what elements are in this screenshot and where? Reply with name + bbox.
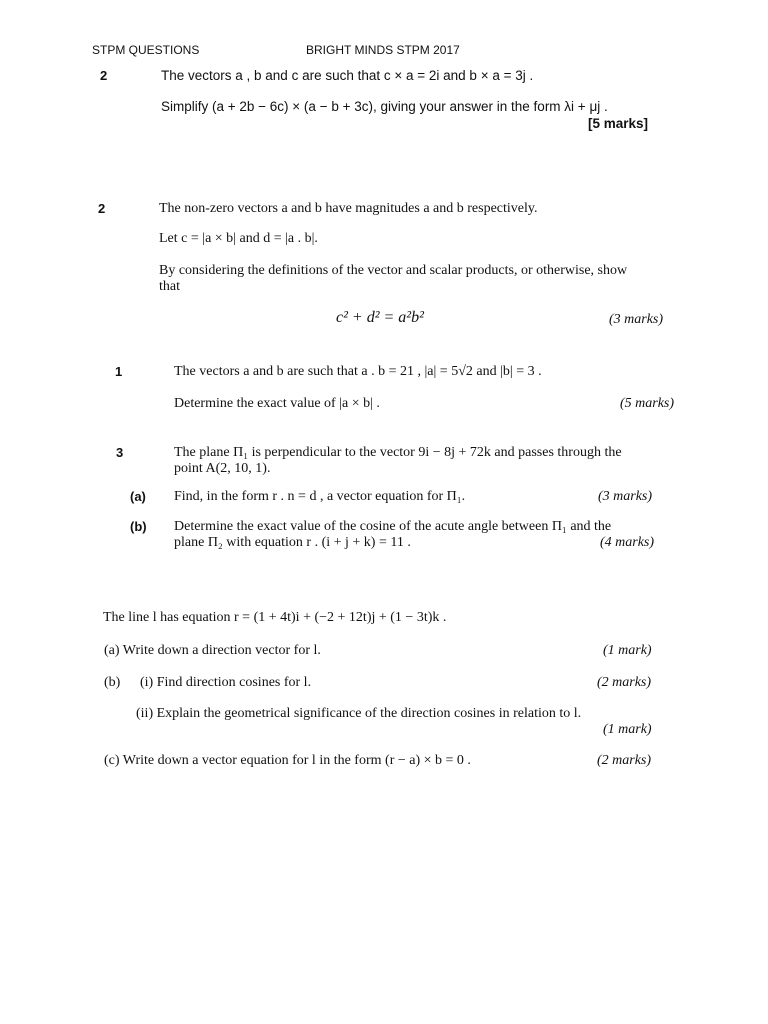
question-text: Find, in the form r . n = d , a vector equation for Π₁.	[174, 489, 466, 504]
marks-label: (2 marks)	[597, 753, 652, 768]
question-number: 1	[115, 364, 123, 379]
question-text: The vectors a and b are such that a . b = 21 , |a| = 5√2 and |b| = 3 .	[174, 364, 542, 379]
part-label: (b)	[104, 675, 121, 690]
header-left: STPM QUESTIONS	[92, 43, 200, 57]
question-text: plane Π₂ with equation r . (i + j + k) = 11 .	[174, 535, 411, 550]
question-text: The non-zero vectors a and b have magnitudes a and b respectively.	[159, 201, 538, 216]
question-text: (a) Write down a direction vector for l.	[104, 643, 321, 658]
marks-label: (2 marks)	[597, 675, 652, 690]
question-text: The vectors a , b and c are such that c × a = 2i and b × a = 3j .	[161, 68, 534, 83]
marks-label: (3 marks)	[609, 312, 664, 327]
question-text: Let c = |a × b| and d = |a . b|.	[159, 231, 318, 246]
question-text: point A(2, 10, 1).	[174, 461, 271, 476]
marks-label: (5 marks)	[620, 396, 675, 411]
marks-label: (3 marks)	[598, 489, 653, 504]
header-center: BRIGHT MINDS STPM 2017	[306, 43, 460, 57]
question-text: (ii) Explain the geometrical significance of the direction cosines in relation to l.	[136, 706, 582, 721]
display-equation: c² + d² = a²b²	[336, 309, 424, 326]
question-text: Determine the exact value of |a × b| .	[174, 396, 380, 411]
marks-label: (1 mark)	[603, 722, 652, 737]
question-text: (i) Find direction cosines for l.	[140, 675, 312, 690]
marks-label: (4 marks)	[600, 535, 655, 550]
question-text: The plane Π₁ is perpendicular to the vector 9i − 8j + 72k and passes through the	[174, 445, 622, 460]
question-text: By considering the definitions of the vector and scalar products, or otherwise, show	[159, 263, 628, 278]
question-text: that	[159, 279, 180, 294]
marks-label: [5 marks]	[588, 116, 649, 131]
question-text: The line l has equation r = (1 + 4t)i + (−2 + 12t)j + (1 − 3t)k .	[103, 610, 447, 625]
question-text: Simplify (a + 2b − 6c) × (a − b + 3c), giving your answer in the form λi + μj .	[161, 99, 608, 114]
question-number: 2	[100, 68, 108, 83]
part-label: (a)	[130, 489, 146, 504]
marks-label: (1 mark)	[603, 643, 652, 658]
question-text: Determine the exact value of the cosine of the acute angle between Π₁ and the	[174, 519, 612, 534]
part-label: (b)	[130, 519, 147, 534]
question-number: 3	[116, 445, 124, 460]
question-number: 2	[98, 201, 106, 216]
question-text: (c) Write down a vector equation for l in the form (r − a) × b = 0 .	[104, 753, 471, 768]
